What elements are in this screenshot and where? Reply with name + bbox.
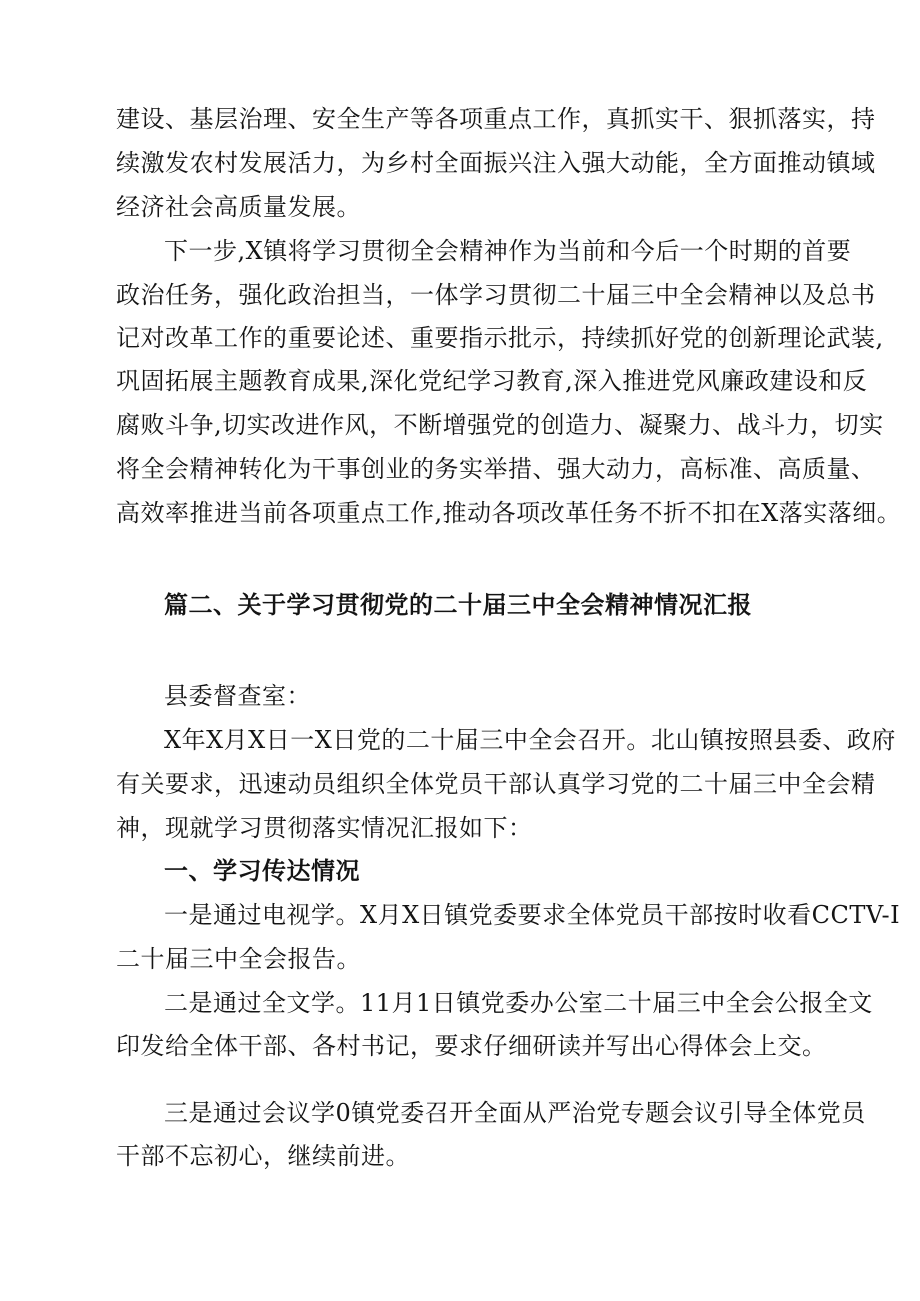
- paragraph-line: 三是通过会议学0镇党委召开全面从严治党专题会议引导全体党员: [164, 1099, 866, 1127]
- paragraph-line: 将全会精神转化为干事创业的务实举措、强大动力，高标准、高质量、: [116, 455, 876, 483]
- paragraph-line: 经济社会高质量发展。: [116, 193, 361, 221]
- paragraph-line: 有关要求，迅速动员组织全体党员干部认真学习党的二十届三中全会精: [116, 770, 876, 798]
- paragraph-line: 腐败斗争,切实改进作风，不断增强党的创造力、凝聚力、战斗力，切实: [116, 411, 884, 439]
- paragraph-line: 建设、基层治理、安全生产等各项重点工作，真抓实干、狠抓落实，持: [116, 105, 876, 133]
- paragraph-line: 政治任务，强化政治担当，一体学习贯彻二十届三中全会精神以及总书: [116, 281, 876, 309]
- paragraph-line: 记对改革工作的重要论述、重要指示批示，持续抓好党的创新理论武装,: [116, 324, 884, 352]
- paragraph-line: 续激发农村发展活力，为乡村全面振兴注入强大动能，全方面推动镇域: [116, 149, 876, 177]
- paragraph-line: 一是通过电视学。X月X日镇党委要求全体党员干部按时收看CCTV-I: [164, 901, 901, 929]
- paragraph-line: 神，现就学习贯彻落实情况汇报如下：: [116, 814, 533, 842]
- section-title: 篇二、关于学习贯彻党的二十届三中全会精神情况汇报: [164, 590, 752, 619]
- paragraph-line: X年X月X日一X日党的二十届三中全会召开。北山镇按照县委、政府: [164, 726, 896, 754]
- paragraph-line: 二是通过全文学。11月1日镇党委办公室二十届三中全会公报全文: [164, 989, 873, 1017]
- paragraph-line: 下一步,X镇将学习贯彻全会精神作为当前和今后一个时期的首要: [164, 237, 852, 265]
- salutation: 县委督查室：: [164, 682, 311, 710]
- paragraph-line: 巩固拓展主题教育成果,深化党纪学习教育,深入推进党风廉政建设和反: [116, 367, 868, 395]
- paragraph-line: 高效率推进当前各项重点工作,推动各项改革任务不折不扣在X落实落细。: [116, 499, 902, 527]
- paragraph-line: 印发给全体干部、各村书记，要求仔细研读并写出心得体会上交。: [116, 1032, 827, 1060]
- paragraph-line: 干部不忘初心，继续前进。: [116, 1142, 410, 1170]
- heading-1: 一、学习传达情况: [164, 856, 360, 885]
- paragraph-line: 二十届三中全会报告。: [116, 945, 361, 973]
